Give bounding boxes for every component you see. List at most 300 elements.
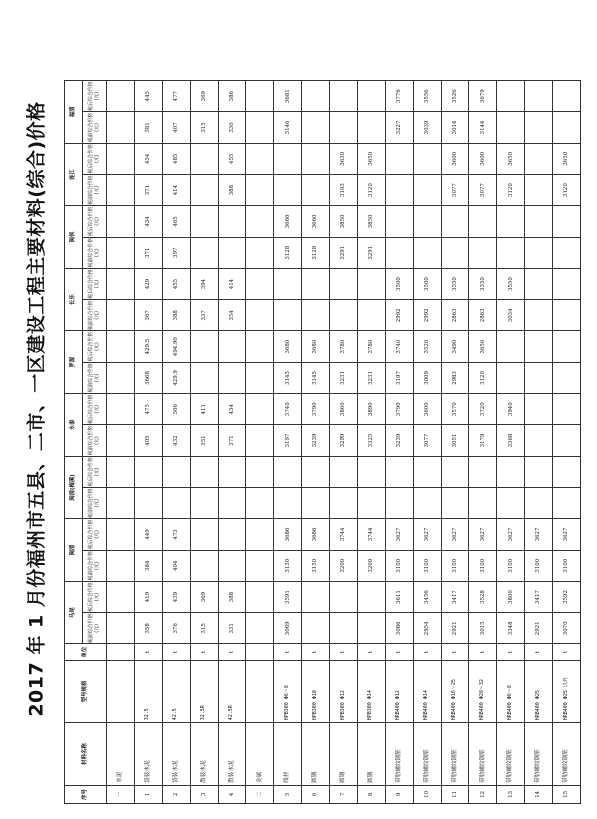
price-cell: 414: [162, 174, 190, 205]
price-cell: 3776: [385, 81, 413, 112]
price-cell: 3145: [302, 362, 330, 393]
price-cell: [190, 143, 218, 174]
price-cell: 358: [134, 613, 162, 644]
price-cell: 3070: [553, 613, 581, 644]
price-cell: 3100: [525, 550, 553, 581]
row-unit: t: [134, 644, 162, 660]
price-cell: [190, 487, 218, 518]
price-cell: [107, 613, 135, 644]
header-region: 连江: [65, 143, 83, 206]
header-name: 材料名称: [65, 723, 107, 786]
price-cell: 439: [162, 581, 190, 612]
price-cell: 371: [134, 174, 162, 205]
price-cell: 3368: [497, 425, 525, 456]
price-cell: 419: [134, 581, 162, 612]
table-row: [497, 81, 525, 804]
price-cell: [497, 331, 525, 362]
price-cell: [413, 174, 441, 205]
table-row: [441, 81, 469, 804]
row-unit: t: [190, 644, 218, 660]
price-cell: 3077: [469, 174, 497, 205]
price-cell: 3100: [497, 550, 525, 581]
row-spec: 42.5R: [218, 660, 246, 723]
price-cell: 315: [190, 112, 218, 143]
table-row: [413, 81, 441, 804]
row-spec: HPB300 Φ14: [357, 660, 385, 723]
price-cell: 3686: [302, 519, 330, 550]
price-cell: 3650: [497, 143, 525, 174]
price-cell: 2992: [413, 300, 441, 331]
price-cell: 3520: [413, 331, 441, 362]
price-cell: [525, 237, 553, 268]
price-cell: 2921: [441, 613, 469, 644]
price-cell: 3591: [274, 581, 302, 612]
price-cell: [413, 143, 441, 174]
price-cell: 3231: [357, 362, 385, 393]
row-spec: HRB400 Φ12: [385, 660, 413, 723]
price-cell: [302, 487, 330, 518]
header-sub-pre: 税前综合价格(元): [83, 487, 107, 518]
price-cell: 3686: [274, 519, 302, 550]
row-spec: HPB300 Φ10: [302, 660, 330, 723]
price-cell: 3239: [302, 425, 330, 456]
price-cell: 3627: [385, 519, 413, 550]
price-cell: [246, 174, 274, 205]
price-cell: 3145: [274, 362, 302, 393]
price-cell: 3009: [413, 362, 441, 393]
price-cell: 369: [190, 581, 218, 612]
price-cell: 3120: [357, 174, 385, 205]
price-cell: [246, 581, 274, 612]
price-cell: [107, 331, 135, 362]
price-cell: [553, 237, 581, 268]
price-cell: 414: [218, 268, 246, 299]
price-cell: [302, 581, 330, 612]
price-cell: [218, 456, 246, 487]
price-cell: [413, 456, 441, 487]
row-material-name: 散装水泥: [218, 723, 246, 786]
price-cell: 3348: [497, 613, 525, 644]
header-unit: 单位: [65, 644, 107, 660]
price-cell: 3600: [413, 394, 441, 425]
price-cell: [190, 362, 218, 393]
price-cell: [107, 174, 135, 205]
price-cell: [107, 112, 135, 143]
price-cell: 3120: [553, 174, 581, 205]
price-cell: [553, 331, 581, 362]
table-row: [385, 81, 413, 804]
price-cell: [441, 487, 469, 518]
price-cell: [469, 237, 497, 268]
price-cell: 3744: [357, 519, 385, 550]
price-cell: [218, 519, 246, 550]
price-cell: [525, 300, 553, 331]
price-cell: 445: [134, 81, 162, 112]
price-cell: 3680: [274, 331, 302, 362]
price-cell: 3940: [497, 394, 525, 425]
price-cell: 3128: [274, 237, 302, 268]
price-cell: [107, 237, 135, 268]
price-cell: 351: [190, 425, 218, 456]
price-cell: 3077: [413, 425, 441, 456]
price-cell: [134, 456, 162, 487]
header-sub-post: 税后综合价格(元): [83, 581, 107, 612]
price-cell: [441, 456, 469, 487]
price-cell: [385, 143, 413, 174]
price-cell: [190, 456, 218, 487]
price-cell: [330, 112, 358, 143]
price-cell: [107, 581, 135, 612]
price-cell: [553, 268, 581, 299]
header-sub-pre: 税前综合价格(元): [83, 550, 107, 581]
row-unit: [246, 644, 274, 660]
price-cell: 3720: [469, 394, 497, 425]
price-cell: 371: [218, 425, 246, 456]
price-cell: 3128: [302, 237, 330, 268]
price-cell: [246, 143, 274, 174]
price-cell: 3681: [274, 81, 302, 112]
price-cell: 3660: [302, 206, 330, 237]
row-spec: HPB300 Φ12: [330, 660, 358, 723]
table-row: [274, 81, 302, 804]
row-spec: HRB400 Φ6～8: [497, 660, 525, 723]
price-cell: 369: [190, 81, 218, 112]
price-cell: [385, 206, 413, 237]
price-cell: [525, 143, 553, 174]
price-cell: [190, 331, 218, 362]
header-sub-pre: 税前综合价格(元): [83, 613, 107, 644]
header-region: 闽清: [65, 519, 83, 582]
row-spec: HRB400 Φ25 以外: [553, 660, 581, 723]
table-row: [469, 81, 497, 804]
table-row: [218, 81, 246, 804]
price-cell: [246, 81, 274, 112]
price-cell: 411: [190, 394, 218, 425]
price-cell: 3744: [330, 519, 358, 550]
price-cell: [525, 331, 553, 362]
price-cell: 397: [162, 237, 190, 268]
row-spec: HRB400 Φ25: [525, 660, 553, 723]
row-spec: [246, 660, 274, 723]
price-cell: 3680: [302, 331, 330, 362]
price-cell: 475: [134, 394, 162, 425]
price-cell: [107, 300, 135, 331]
price-cell: [385, 174, 413, 205]
price-cell: [469, 456, 497, 487]
price-cell: [302, 456, 330, 487]
price-cell: [385, 456, 413, 487]
price-cell: 388: [218, 581, 246, 612]
price-cell: 2983: [441, 362, 469, 393]
price-cell: 3780: [330, 331, 358, 362]
price-cell: [107, 143, 135, 174]
price-cell: 3179: [469, 425, 497, 456]
price-cell: 3611: [385, 581, 413, 612]
row-material-name: 带肋螺纹钢筋: [469, 723, 497, 786]
row-unit: t: [274, 644, 302, 660]
table-row: [246, 81, 274, 804]
price-cell: 3740: [274, 394, 302, 425]
price-cell: 3780: [357, 331, 385, 362]
price-cell: [330, 581, 358, 612]
price-cell: 3103: [330, 174, 358, 205]
price-cell: 337: [190, 300, 218, 331]
price-cell: [107, 362, 135, 393]
price-cell: 3860: [330, 394, 358, 425]
price-cell: [357, 112, 385, 143]
price-cell: 432: [162, 425, 190, 456]
price-cell: [497, 362, 525, 393]
price-cell: 3417: [441, 581, 469, 612]
row-spec: HPB300 Φ6～8: [274, 660, 302, 723]
price-cell: [218, 331, 246, 362]
price-cell: [413, 237, 441, 268]
table-row: [302, 81, 330, 804]
price-cell: [497, 456, 525, 487]
price-cell: 3668: [134, 362, 162, 393]
price-cell: 477: [162, 81, 190, 112]
price-cell: [246, 268, 274, 299]
row-material-name: 金属: [246, 723, 274, 786]
price-cell: [497, 112, 525, 143]
price-cell: 3100: [441, 550, 469, 581]
header-sub-post: 税后综合价格(元): [83, 81, 107, 112]
page-title: 2017 年 1 月份福州市五县、二市、一区建设工程主要材料(综合)价格: [25, 101, 48, 717]
row-spec: 32.5: [134, 660, 162, 723]
price-cell: [553, 394, 581, 425]
row-seq: 6: [302, 785, 330, 803]
price-cell: 3890: [357, 394, 385, 425]
price-cell: 3740: [385, 331, 413, 362]
price-cell: 429.5: [134, 331, 162, 362]
price-cell: 3627: [469, 519, 497, 550]
price-cell: 388: [162, 300, 190, 331]
price-cell: [525, 81, 553, 112]
header-sub-post: 税后综合价格(元): [83, 519, 107, 550]
price-cell: 367: [134, 300, 162, 331]
price-cell: [246, 456, 274, 487]
price-cell: 3630: [330, 143, 358, 174]
row-seq: 10: [413, 785, 441, 803]
header-region: 长乐: [65, 268, 83, 331]
price-cell: 3039: [413, 112, 441, 143]
price-cell: [330, 487, 358, 518]
header-sub-pre: 税前综合价格(元): [83, 425, 107, 456]
price-cell: [525, 362, 553, 393]
price-cell: 3350: [469, 268, 497, 299]
price-cell: 3350: [441, 268, 469, 299]
price-cell: [553, 456, 581, 487]
price-cell: 3077: [441, 174, 469, 205]
price-cell: 3100: [413, 550, 441, 581]
price-cell: 473: [162, 519, 190, 550]
price-cell: [525, 112, 553, 143]
row-seq: 4: [218, 785, 246, 803]
price-cell: [302, 174, 330, 205]
price-cell: [330, 268, 358, 299]
row-seq: 2: [162, 785, 190, 803]
row-material-name: 带肋螺纹钢筋: [497, 723, 525, 786]
price-cell: [246, 613, 274, 644]
price-cell: 371: [134, 237, 162, 268]
price-cell: [246, 425, 274, 456]
row-unit: t: [497, 644, 525, 660]
header-region: 闽侯: [65, 206, 83, 269]
price-cell: 434: [134, 143, 162, 174]
price-cell: [357, 613, 385, 644]
row-spec: [107, 660, 135, 723]
row-material-name: 袋装水泥: [162, 723, 190, 786]
row-material-name: 带肋螺纹钢筋: [413, 723, 441, 786]
price-cell: [107, 519, 135, 550]
price-cell: 381: [134, 112, 162, 143]
price-cell: [525, 487, 553, 518]
price-cell: 3528: [469, 581, 497, 612]
price-cell: [134, 487, 162, 518]
price-cell: 330: [218, 112, 246, 143]
price-cell: [497, 237, 525, 268]
row-unit: t: [385, 644, 413, 660]
price-cell: [190, 206, 218, 237]
table-row: [134, 81, 162, 804]
header-sub-post: 税后综合价格(元): [83, 143, 107, 174]
row-unit: [107, 644, 135, 660]
price-cell: [302, 613, 330, 644]
price-cell: 3120: [497, 174, 525, 205]
price-cell: 3239: [385, 425, 413, 456]
row-seq: 3: [190, 785, 218, 803]
price-cell: 3231: [330, 362, 358, 393]
price-cell: 376: [162, 613, 190, 644]
price-cell: [246, 550, 274, 581]
row-unit: t: [525, 644, 553, 660]
price-cell: [525, 456, 553, 487]
price-cell: 3144: [469, 112, 497, 143]
price-cell: 3069: [274, 613, 302, 644]
row-material-name: 水泥: [107, 723, 135, 786]
row-seq: 1: [134, 785, 162, 803]
price-cell: [107, 425, 135, 456]
header-sub-pre: 税前综合价格(元): [83, 362, 107, 393]
row-material-name: 圆钢: [357, 723, 385, 786]
price-cell: 354: [218, 300, 246, 331]
price-cell: [497, 487, 525, 518]
row-material-name: 圆钢: [302, 723, 330, 786]
price-cell: [553, 300, 581, 331]
price-table-container: [64, 80, 581, 804]
price-cell: 3800: [497, 581, 525, 612]
price-cell: [525, 268, 553, 299]
header-sub-pre: 税前综合价格(元): [83, 174, 107, 205]
row-seq: 5: [274, 785, 302, 803]
price-cell: [525, 206, 553, 237]
price-cell: [357, 581, 385, 612]
price-cell: 407: [162, 112, 190, 143]
price-cell: [162, 487, 190, 518]
price-cell: [357, 268, 385, 299]
price-cell: [525, 425, 553, 456]
price-cell: 3150: [274, 550, 302, 581]
price-cell: 3100: [385, 550, 413, 581]
price-cell: 3790: [385, 394, 413, 425]
price-cell: [302, 300, 330, 331]
header-region: 马尾: [65, 581, 83, 644]
price-cell: [218, 237, 246, 268]
price-cell: [246, 331, 274, 362]
row-unit: t: [357, 644, 385, 660]
price-cell: [330, 81, 358, 112]
price-cell: 3679: [469, 81, 497, 112]
price-cell: [469, 487, 497, 518]
price-cell: 3570: [441, 394, 469, 425]
price-cell: 465: [162, 206, 190, 237]
price-cell: 3086: [385, 613, 413, 644]
row-seq: 8: [357, 785, 385, 803]
price-cell: 429.9: [162, 362, 190, 393]
price-cell: 3200: [357, 550, 385, 581]
price-cell: [274, 487, 302, 518]
price-cell: 3051: [441, 425, 469, 456]
row-unit: t: [413, 644, 441, 660]
price-cell: 386: [218, 81, 246, 112]
price-cell: 2921: [525, 613, 553, 644]
price-cell: [357, 456, 385, 487]
price-cell: [107, 268, 135, 299]
price-cell: [553, 487, 581, 518]
price-cell: 3627: [413, 519, 441, 550]
price-cell: 3325: [357, 425, 385, 456]
price-cell: [413, 206, 441, 237]
row-seq: 9: [385, 785, 413, 803]
header-sub-pre: 税前综合价格(元): [83, 237, 107, 268]
table-row: [357, 81, 385, 804]
price-cell: 3550: [497, 268, 525, 299]
table-row: [190, 81, 218, 804]
price-table: [64, 80, 581, 804]
price-cell: [274, 174, 302, 205]
row-material-name: 带肋螺纹钢筋: [441, 723, 469, 786]
price-cell: [330, 456, 358, 487]
price-cell: [385, 487, 413, 518]
price-cell: [302, 143, 330, 174]
price-cell: 429: [134, 268, 162, 299]
price-cell: 388: [218, 174, 246, 205]
price-cell: 331: [218, 613, 246, 644]
price-cell: [553, 112, 581, 143]
row-unit: t: [162, 644, 190, 660]
header-sub-pre: 税前综合价格(元): [83, 112, 107, 143]
price-cell: [107, 487, 135, 518]
price-cell: [246, 394, 274, 425]
title-area: [0, 0, 70, 819]
price-cell: 3417: [525, 581, 553, 612]
price-cell: [274, 143, 302, 174]
price-cell: [246, 362, 274, 393]
price-cell: 3200: [330, 550, 358, 581]
price-cell: [497, 81, 525, 112]
price-cell: 3456: [413, 581, 441, 612]
price-cell: 384: [134, 550, 162, 581]
price-cell: 3500: [385, 268, 413, 299]
price-cell: 315: [190, 613, 218, 644]
table-row: [107, 81, 135, 804]
price-cell: 434: [134, 206, 162, 237]
price-cell: 449: [134, 519, 162, 550]
row-seq: 15: [553, 785, 581, 803]
price-cell: [357, 487, 385, 518]
price-cell: 434: [218, 394, 246, 425]
price-cell: 3500: [413, 268, 441, 299]
